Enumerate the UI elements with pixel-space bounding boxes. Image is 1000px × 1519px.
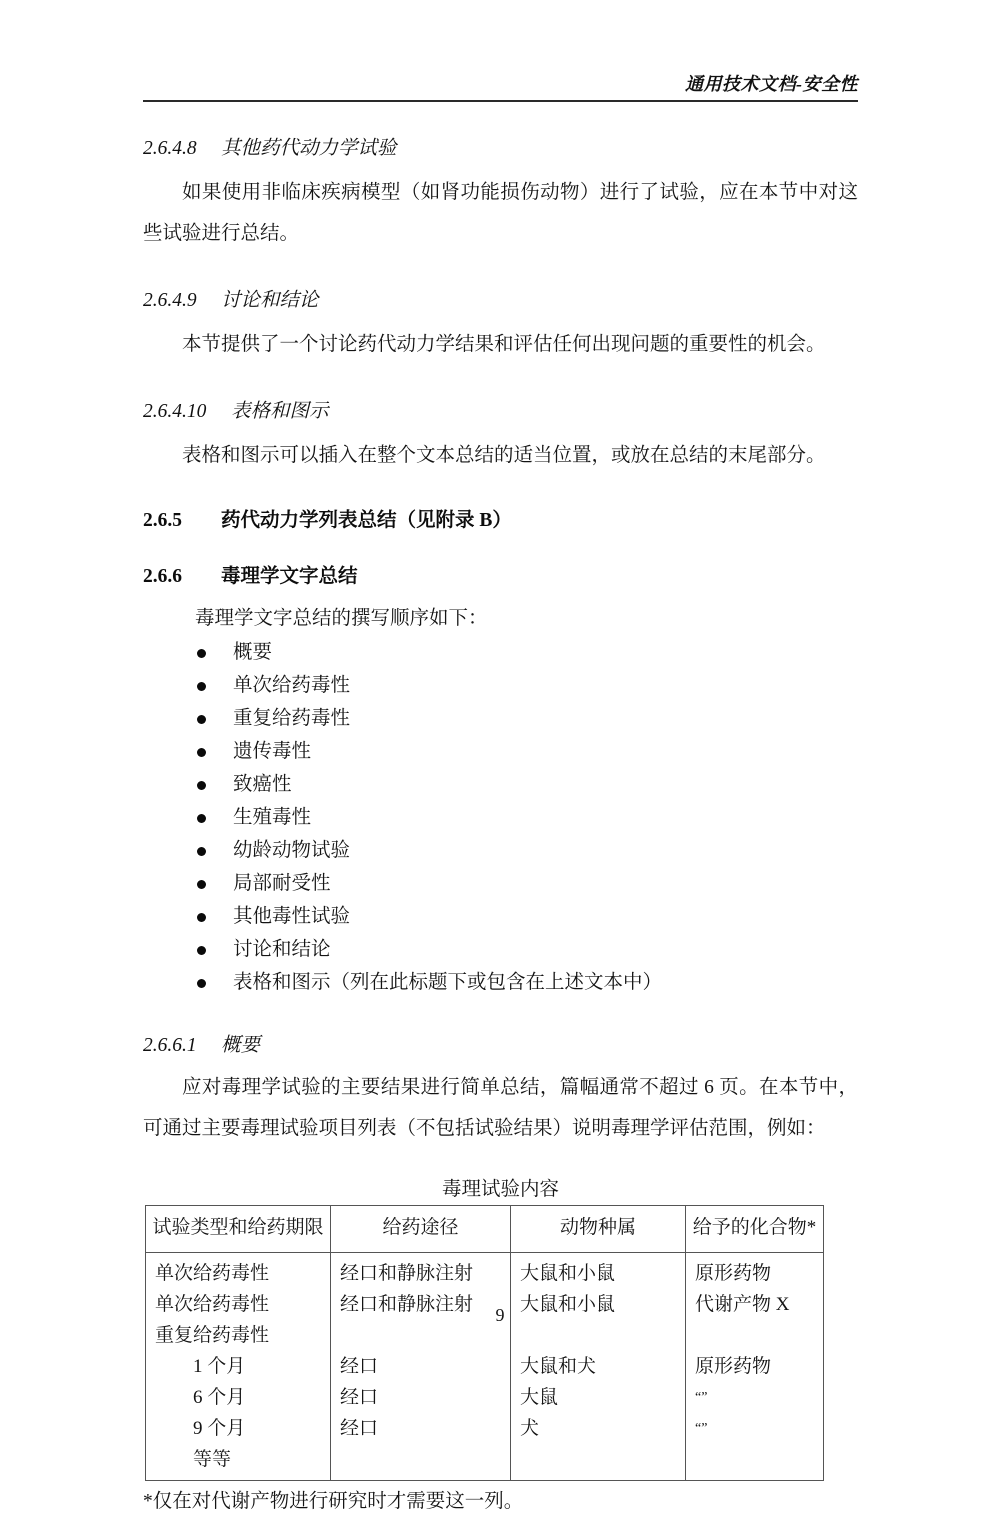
list-item-label: 其他毒性试验 <box>233 906 351 927</box>
heading-2-6-4-8 <box>143 132 858 160</box>
table-header-cell-route: 给药途径 <box>331 1206 511 1253</box>
list-item <box>195 867 858 900</box>
heading-2-6-6-1 <box>143 1029 858 1057</box>
table-header-cell-species: 动物种属 <box>511 1206 686 1253</box>
cell-line: 经口 <box>340 1356 379 1377</box>
cell-line: 经口和静脉注射 <box>340 1263 474 1284</box>
list-item-label: 概要 <box>233 642 273 663</box>
list-item <box>195 702 858 735</box>
cell-line: 大鼠和犬 <box>520 1356 597 1377</box>
paragraph-2-6-6-1: 应对毒理学试验的主要结果进行简单总结，篇幅通常不超过 6 页。在本节中，可通过主要毒理试验项目列表（不包括试验结果）说明毒理学评估范围，例如： <box>143 1077 858 1139</box>
heading-number-2-6-4-10: 2.6.4.10 <box>143 401 207 422</box>
list-item-label: 表格和图示（列在此标题下或包含在上述文本中） <box>233 972 663 993</box>
heading-2-6-6 <box>143 560 858 588</box>
cell-line: 经口和静脉注射 <box>340 1294 474 1315</box>
list-item <box>195 834 858 867</box>
list-item-label: 生殖毒性 <box>233 807 312 828</box>
table-header-row <box>146 1206 824 1253</box>
heading-title-2-6-4-8: 其他药代动力学试验 <box>221 138 397 159</box>
header-divider <box>143 100 858 102</box>
list-item-label: 幼龄动物试验 <box>233 840 351 861</box>
list-item <box>195 966 858 999</box>
heading-title-2-6-4-10: 表格和图示 <box>231 401 329 422</box>
list-item <box>195 900 858 933</box>
heading-number-2-6-6: 2.6.6 <box>143 566 182 587</box>
heading-number-2-6-4-8: 2.6.4.8 <box>143 138 197 159</box>
list-item-label: 重复给药毒性 <box>233 708 351 729</box>
list-item <box>195 768 858 801</box>
cell-line: 6 个月 <box>193 1387 246 1408</box>
paragraph-2-6-4-8: 如果使用非临床疾病模型（如肾功能损伤动物）进行了试验，应在本节中对这些试验进行总结。 <box>143 182 858 244</box>
toxicology-study-table <box>145 1205 824 1481</box>
list-item <box>195 735 858 768</box>
cell-line: 经口 <box>340 1387 379 1408</box>
running-header <box>143 0 858 98</box>
cell-line: 原形药物 <box>695 1263 772 1284</box>
heading-2-6-5 <box>143 504 858 532</box>
table-cell-compounds <box>686 1253 824 1481</box>
table-cell-study-types <box>146 1253 331 1481</box>
cell-line: 代谢产物 X <box>695 1294 790 1315</box>
cell-line: 单次给药毒性 <box>155 1263 270 1284</box>
cell-line: 等等 <box>193 1449 232 1470</box>
heading-title-2-6-6-1: 概要 <box>221 1035 261 1056</box>
list-item-label: 致癌性 <box>233 774 292 795</box>
list-item-label: 遗传毒性 <box>233 741 312 762</box>
list-item-label: 单次给药毒性 <box>233 675 351 696</box>
cell-line-blank <box>695 1444 814 1475</box>
list-item <box>195 669 858 702</box>
cell-line: 单次给药毒性 <box>155 1294 270 1315</box>
toxicology-order-list <box>143 636 858 999</box>
table-row <box>146 1253 824 1481</box>
heading-title-2-6-6: 毒理学文字总结 <box>221 566 358 587</box>
heading-2-6-4-10 <box>143 395 858 423</box>
cell-line: 经口 <box>340 1418 379 1439</box>
cell-line: 大鼠和小鼠 <box>520 1263 616 1284</box>
cell-line-blank <box>520 1444 676 1475</box>
page-number: 9 <box>495 1305 505 1325</box>
running-header-text: 通用技术文档-安全性 <box>685 74 858 94</box>
cell-line-ditto: “” <box>695 1421 708 1436</box>
table-header-cell-study-type: 试验类型和给药期限 <box>146 1206 331 1253</box>
table-header-cell-compound: 给予的化合物* <box>686 1206 824 1253</box>
cell-line: 大鼠 <box>520 1387 559 1408</box>
table-footnote: *仅在对代谢产物进行研究时才需要这一列。 <box>143 1491 524 1512</box>
list-item-label: 讨论和结论 <box>233 939 331 960</box>
cell-line: 1 个月 <box>193 1356 246 1377</box>
heading-title-2-6-4-9: 讨论和结论 <box>221 290 319 311</box>
cell-line: 9 个月 <box>193 1418 246 1439</box>
cell-line-blank <box>340 1444 501 1475</box>
table-cell-species <box>511 1253 686 1481</box>
cell-line-ditto: “” <box>695 1390 708 1405</box>
cell-line: 犬 <box>520 1418 540 1439</box>
cell-line: 重复给药毒性 <box>155 1325 270 1346</box>
list-item <box>195 636 858 669</box>
page-content <box>143 0 858 1519</box>
heading-title-2-6-5: 药代动力学列表总结（见附录 B） <box>221 510 512 531</box>
heading-number-2-6-5: 2.6.5 <box>143 510 182 531</box>
table-cell-routes <box>331 1253 511 1481</box>
paragraph-2-6-4-9: 本节提供了一个讨论药代动力学结果和评估任何出现问题的重要性的机会。 <box>182 334 826 355</box>
list-lead-in: 毒理学文字总结的撰写顺序如下： <box>195 608 488 629</box>
cell-line: 原形药物 <box>695 1356 772 1377</box>
cell-line: 大鼠和小鼠 <box>520 1294 616 1315</box>
list-item <box>195 801 858 834</box>
heading-2-6-4-9 <box>143 284 858 312</box>
list-item <box>195 933 858 966</box>
heading-number-2-6-4-9: 2.6.4.9 <box>143 290 197 311</box>
table-caption: 毒理试验内容 <box>441 1179 559 1200</box>
paragraph-2-6-4-10: 表格和图示可以插入在整个文本总结的适当位置，或放在总结的末尾部分。 <box>182 445 826 466</box>
heading-number-2-6-6-1: 2.6.6.1 <box>143 1035 197 1056</box>
list-item-label: 局部耐受性 <box>233 873 331 894</box>
